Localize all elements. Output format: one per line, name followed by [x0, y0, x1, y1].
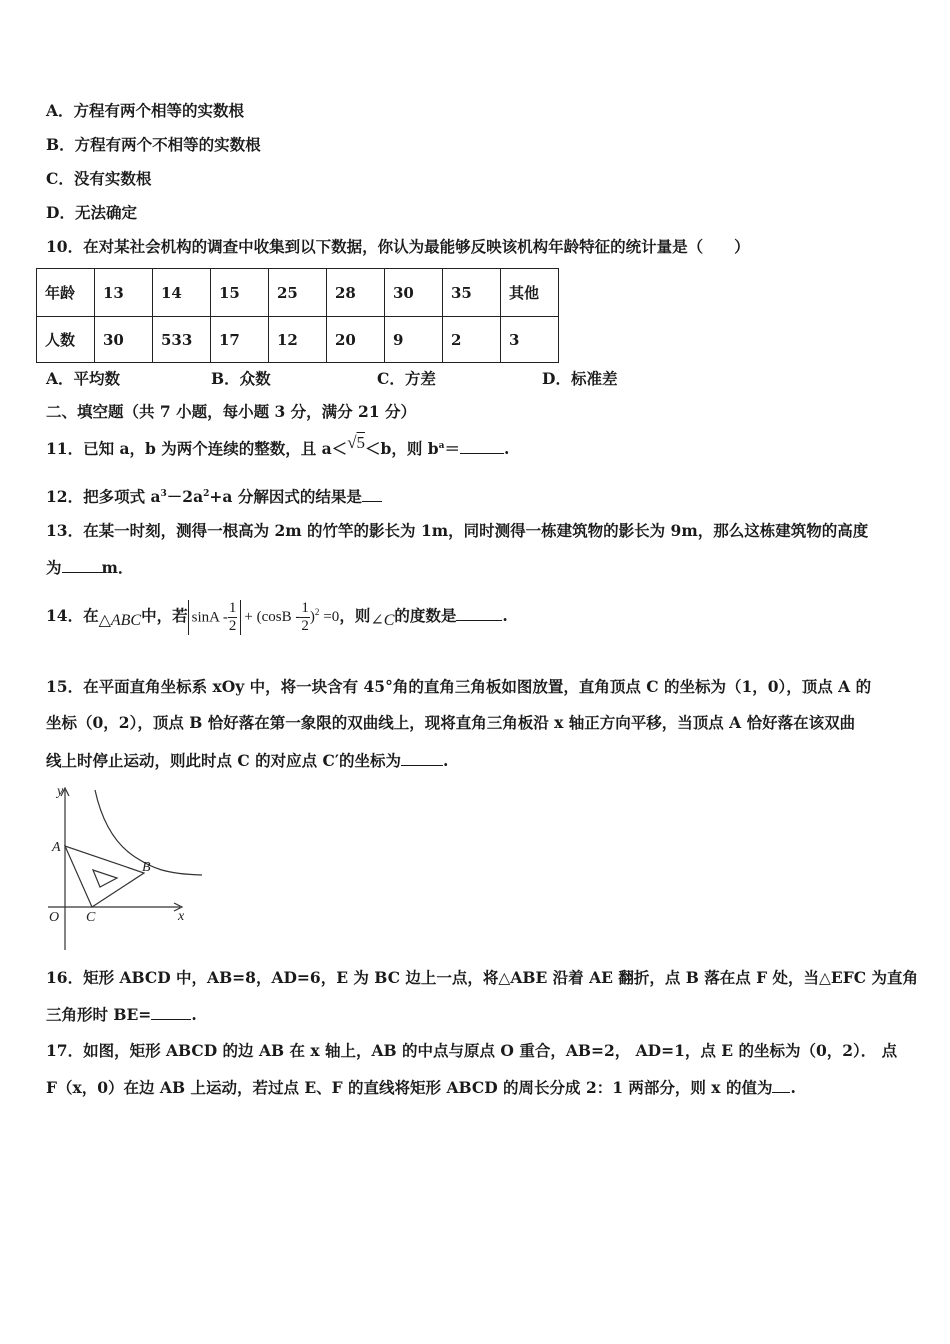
q17-line2-end: .: [790, 1078, 796, 1097]
q14-mid: 中，若: [141, 606, 188, 625]
table-cell: 年龄: [37, 269, 95, 317]
q13-line2-post: m．: [101, 558, 134, 577]
abs-expression: [188, 600, 242, 635]
q10-stem: 10．在对某社会机构的调查中收集到以下数据，你认为最能够反映该机构年龄特征的统计量是（ ）: [46, 237, 750, 256]
sin-term: sinA -: [191, 609, 228, 625]
q14: [46, 593, 508, 639]
triangle-abc: △ABC: [98, 612, 142, 629]
table-cell: 12: [269, 317, 327, 363]
table-cell: 30: [385, 269, 443, 317]
table-cell: 9: [385, 317, 443, 363]
q15-line3-end: .: [442, 751, 449, 770]
sqrt-expression: √5: [347, 433, 366, 452]
table-cell: 35: [443, 269, 501, 317]
q16-line2-pre: 三角形时 BE=: [46, 1005, 152, 1024]
label-y: y: [57, 784, 64, 799]
answer-blank: [362, 487, 382, 502]
age-table: [36, 268, 559, 363]
q14-mid2: ，则: [339, 606, 371, 625]
fraction-numerator: 1: [228, 599, 237, 616]
q11-mid: ＜b，则 b: [365, 439, 439, 458]
answer-blank: [460, 439, 504, 454]
q13-line2: [46, 557, 133, 579]
table-cell: 2: [443, 317, 501, 363]
q11: [46, 433, 510, 460]
table-cell: 14: [153, 269, 211, 317]
q12-sup1: 3: [160, 488, 167, 499]
equals-zero: =0: [323, 609, 340, 625]
q12-pre: 12．把多项式 a: [46, 487, 161, 506]
close-paren: ): [309, 609, 315, 625]
answer-blank: [772, 1078, 790, 1093]
cos-term: + (cosB -: [244, 609, 301, 625]
table-cell: 其他: [501, 269, 559, 317]
table-cell: 25: [269, 269, 327, 317]
q11-pre: 11．已知 a，b 为两个连续的整数，且 a＜: [46, 439, 348, 458]
q10-option-b: B．众数: [211, 369, 271, 388]
fraction-2: [300, 600, 310, 635]
q12-mid1: －2a: [166, 487, 204, 506]
q10-option-a: A．平均数: [46, 369, 121, 388]
q13-line2-pre: 为: [46, 558, 62, 577]
q11-end: .: [503, 439, 510, 458]
q10-option-d: D．标准差: [542, 369, 618, 388]
square-exp: 2: [314, 606, 320, 617]
answer-blank: [151, 1005, 191, 1020]
label-o: O: [49, 910, 60, 925]
fraction: [228, 600, 238, 635]
table-cell: 30: [95, 317, 153, 363]
fraction-numerator: 1: [301, 599, 309, 616]
q16-line1: 16．矩形 ABCD 中，AB=8，AD=6，E 为 BC 边上一点，将△ABE 沿着 AE 翻折，点 B 落在点 F 处，当△EFC 为直角: [46, 968, 918, 987]
q9-option-c: C．没有实数根: [46, 169, 152, 188]
answer-blank: [401, 751, 443, 766]
q9-option-b: B．方程有两个不相等的实数根: [46, 135, 261, 154]
q15-line3: [46, 750, 448, 772]
angle-c: ∠C: [370, 612, 395, 629]
answer-blank: [456, 606, 502, 621]
q11-post: ＝: [444, 439, 460, 458]
table-cell: 人数: [37, 317, 95, 363]
q16-line2: [46, 1004, 197, 1026]
label-x: x: [178, 909, 185, 924]
radicand: 5: [356, 433, 366, 452]
table-cell: 3: [501, 317, 559, 363]
section-title: 二、填空题（共 7 小题，每小题 3 分，满分 21 分）: [46, 402, 417, 421]
table-cell: 28: [327, 269, 385, 317]
q13-line1: 13．在某一时刻，测得一根高为 2m 的竹竿的影长为 1m，同时测得一栋建筑物的影长为 9m，那么这栋建筑物的高度: [46, 521, 869, 540]
q16-line2-end: .: [191, 1005, 197, 1024]
q12-post: +a 分解因式的结果是: [209, 487, 362, 506]
q17-line1: 17．如图，矩形 ABCD 的边 AB 在 x 轴上，AB 的中点与原点 O 重合，AB=2， AD=1，点 E 的坐标为（0，2）． 点: [46, 1041, 898, 1060]
table-cell: 17: [211, 317, 269, 363]
age-table-row-age: [37, 269, 559, 317]
q17-line2-pre: F（x，0）在边 AB 上运动，若过点 E、F 的直线将矩形 ABCD 的周长分成 2：1 两部分，则 x 的值为: [46, 1078, 773, 1097]
fraction-denominator: 2: [228, 617, 237, 634]
coordinate-figure: [40, 782, 210, 954]
q14-end: .: [502, 606, 508, 625]
inner-triangle: [93, 870, 117, 887]
q15-line1: 15．在平面直角坐标系 xOy 中，将一块含有 45°角的直角三角板如图放置，直角顶点 C 的坐标为（1，0），顶点 A 的: [46, 677, 872, 696]
q17-line2: [46, 1077, 796, 1099]
answer-blank: [62, 558, 102, 573]
q9-option-d: D．无法确定: [46, 203, 137, 222]
table-cell: 20: [327, 317, 385, 363]
q15-line3-pre: 线上时停止运动，则此时点 C 的对应点 C′的坐标为: [46, 751, 401, 770]
q14-post: 的度数是: [394, 606, 457, 625]
fraction-denominator: 2: [301, 617, 309, 634]
label-a: A: [52, 840, 61, 855]
q9-option-a: A．方程有两个相等的实数根: [46, 101, 245, 120]
table-cell: 15: [211, 269, 269, 317]
q10-option-c: C．方差: [377, 369, 436, 388]
label-c: C: [86, 910, 96, 925]
table-cell: 533: [153, 317, 211, 363]
q14-pre: 14．在: [46, 606, 99, 625]
q12-sup2: 2: [203, 488, 210, 499]
q15-line2: 坐标（0，2），顶点 B 恰好落在第一象限的双曲线上，现将直角三角板沿 x 轴正方向平移，当顶点 A 恰好落在该双曲: [46, 713, 856, 732]
q11-exp: a: [438, 440, 445, 451]
age-table-row-count: [37, 317, 559, 363]
table-cell: 13: [95, 269, 153, 317]
label-b: B: [142, 860, 151, 875]
q12: [46, 486, 382, 508]
